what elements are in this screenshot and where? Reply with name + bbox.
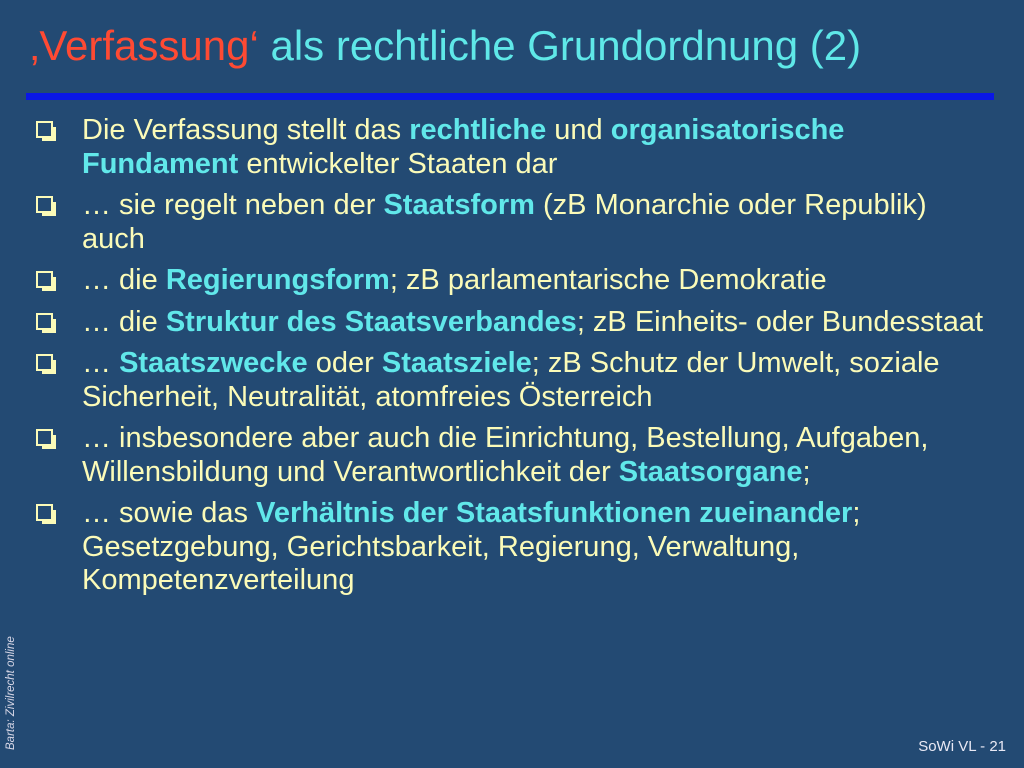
checkbox-bullet-icon [36,429,53,446]
bullet-emphasis-text: Staatszwecke [119,347,308,379]
bullet-item [34,306,984,340]
bullet-text: … sie regelt neben der [82,189,384,221]
bullet-item [34,347,984,414]
bullet-text: … [82,347,120,379]
bullet-text: ; zB Einheits- oder Bundesstaat [576,305,984,338]
bullet-text: … sowie das [82,497,257,529]
bullet-text: entwickelter Staaten dar [238,147,558,180]
bullet-text: ; zB parlamentarische Demokratie [389,264,827,296]
bullet-emphasis-text: Regierungsform [165,264,390,296]
bullet-text: ; [802,455,811,488]
checkbox-bullet-icon [36,196,53,213]
checkbox-bullet-icon [36,354,53,371]
bullet-emphasis-text: Struktur des Staatsverbandes [165,305,577,338]
bullet-text: oder [307,347,382,379]
bullet-text: und [546,114,611,146]
checkbox-bullet-icon [36,271,53,288]
bullet-item [34,264,984,298]
title-divider [26,93,994,100]
bullet-text: ; Gesetzgebung, Gerichtsbarkeit, Regierung, Verwaltung, Kompetenzverteilung [82,497,861,596]
checkbox-bullet-icon [36,121,53,138]
slide-footer: SoWi VL - 21 [918,738,1006,755]
side-credit: Barta: Zivilrecht online [5,636,17,750]
bullet-item [34,189,984,256]
bullet-emphasis-text: organisatorische Fundament [82,114,845,180]
bullet-text: … die [82,305,166,338]
bullet-list [34,114,984,606]
bullet-item [34,114,984,181]
bullet-emphasis-text: rechtliche [409,114,547,146]
slide-title [30,14,861,78]
bullet-emphasis-text: Staatsziele [381,347,532,379]
slide-title-rest: als rechtliche Grundordnung (2) [258,22,862,69]
bullet-text: Die Verfassung stellt das [82,114,410,146]
slide-title-highlight: ‚Verfassung‘ [30,22,259,69]
bullet-emphasis-text: Verhältnis der Staatsfunktionen zueinander [256,497,853,529]
bullet-emphasis-text: Staatsform [383,189,535,221]
bullet-text: ; zB Schutz der Umwelt, soziale Sicherheit, Neutralität, atomfreies Österreich [82,347,940,413]
bullet-text: … insbesondere aber auch die Einrichtung, Bestellung, Aufgaben, Willensbildung und Verantwortlichkeit der [82,422,929,488]
checkbox-bullet-icon [36,313,53,330]
checkbox-bullet-icon [36,504,53,521]
bullet-text: (zB Monarchie oder Republik) auch [82,189,927,255]
bullet-text: … die [82,264,166,296]
bullet-item [34,497,984,598]
bullet-emphasis-text: Staatsorgane [618,455,803,488]
bullet-item [34,422,984,489]
